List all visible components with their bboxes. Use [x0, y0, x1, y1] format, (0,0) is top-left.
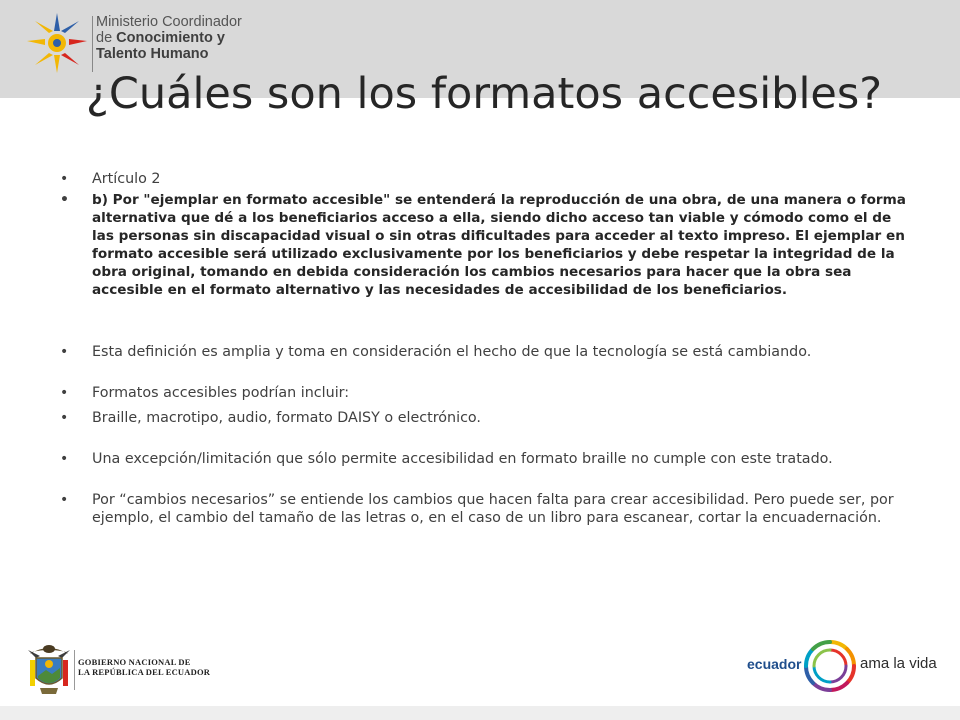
bullet-text: b) Por "ejemplar en formato accesible" se entenderá la reproducción de una obra, de una manera o forma alternativa que dé a los beneficiarios acceso a ella, siendo dicho acceso tan viable y cómodo como el de las personas sin discapacidad visual o sin otras dificultades para acceder al texto impreso. El ejemplar en formato accesible será utilizado exclusivamente por los beneficiarios y debe respetar la integridad de la obra original, tomando en debida consideración los cambios necesarios para hacer que la obra sea accesible en el formato alternativo y las necesidades de accesibilidad de los beneficiarios.: [92, 192, 906, 298]
gov-line-1: GOBIERNO NACIONAL DE: [78, 657, 191, 667]
bullet-item-necessary-changes: [58, 491, 908, 527]
ministry-divider: [92, 16, 93, 72]
government-name: [78, 657, 210, 677]
bullet-item-exception: [58, 450, 908, 468]
bullet-item-definition: [58, 191, 908, 299]
bullet-item-formats-list: [58, 409, 908, 427]
gov-divider: [74, 650, 75, 690]
slide-content: [58, 170, 908, 527]
bullet-icon: •: [60, 492, 69, 508]
brand-ama-la-vida: ama la vida: [860, 655, 937, 672]
ministry-line-2-bold: Conocimiento y: [116, 30, 225, 46]
bullet-item-broad-definition: [58, 343, 908, 361]
ministry-line-1: Ministerio Coordinador: [96, 14, 242, 30]
bullet-item-formats-intro: [58, 384, 908, 402]
bullet-icon: •: [60, 385, 69, 401]
bullet-text: Artículo 2: [92, 171, 161, 187]
ecuador-coat-of-arms-icon: [26, 640, 72, 698]
bullet-text: Esta definición es amplia y toma en consideración el hecho de que la tecnología se está cambiando.: [92, 344, 812, 360]
bullet-icon: •: [60, 344, 69, 360]
slide-title: ¿Cuáles son los formatos accesibles?: [86, 69, 883, 119]
ministry-line-3: Talento Humano: [96, 46, 209, 62]
bullet-text: Una excepción/limitación que sólo permite accesibilidad en formato braille no cumple con este tratado.: [92, 451, 833, 467]
bullet-text: Por “cambios necesarios” se entiende los cambios que hacen falta para crear accesibilidad. Pero puede ser, por ejemplo, el cambio del tamaño de las letras o, en el caso de un libro para escanear, cortar la encuadernación.: [92, 492, 894, 526]
ministry-line-2-prefix: de: [96, 30, 117, 46]
bullet-text: Braille, macrotipo, audio, formato DAISY o electrónico.: [92, 410, 481, 426]
ecuador-ama-la-vida-wheel-icon: [800, 636, 860, 696]
bullet-icon: •: [60, 451, 69, 467]
bullet-item-article: [58, 170, 908, 188]
ministry-sun-logo-icon: [22, 10, 92, 76]
ministry-name: [96, 14, 242, 62]
bullet-icon: •: [60, 192, 69, 208]
ministry-line-2: [96, 30, 242, 46]
footer-strip: [0, 706, 960, 720]
bullet-icon: •: [60, 171, 69, 187]
gov-line-2: LA REPÚBLICA DEL ECUADOR: [78, 667, 211, 677]
bullet-icon: •: [60, 410, 69, 426]
bullet-text: Formatos accesibles podrían incluir:: [92, 385, 350, 401]
brand-ecuador: ecuador: [747, 656, 802, 672]
